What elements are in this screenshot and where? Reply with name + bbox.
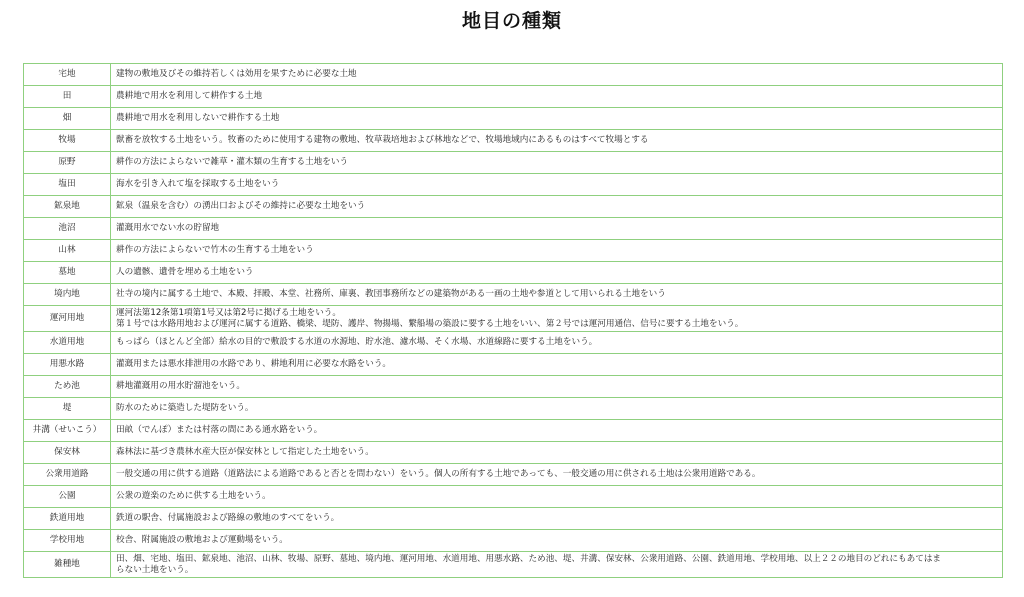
- land-category-description: [111, 552, 1003, 578]
- land-category-description: [111, 174, 1003, 196]
- table-row: [24, 486, 1003, 508]
- land-category-description: [111, 376, 1003, 398]
- land-category-name: 塩田: [24, 174, 111, 196]
- land-category-name: 田: [24, 86, 111, 108]
- table-row: [24, 508, 1003, 530]
- land-category-name: ため池: [24, 376, 111, 398]
- table-row: [24, 398, 1003, 420]
- table-body: [24, 64, 1003, 578]
- description-line: 防水のために築造した堤防をいう。: [116, 403, 254, 413]
- description-line: 第１号では水路用地および運河に属する道路、橋梁、堤防、護岸、物揚場、繋船場の築設に要する土地をいい、第２号では運河用通信、信号に要する土地をいう。: [116, 318, 744, 329]
- description-line: もっぱら（ほとんど全部）給水の目的で敷設する水道の水源地、貯水池、濾水場、そく水場、水道線路に要する土地をいう。: [116, 337, 598, 347]
- land-category-name: 原野: [24, 152, 111, 174]
- description-line: 農耕地で用水を利用して耕作する土地: [116, 91, 263, 101]
- land-category-name: 公衆用道路: [24, 464, 111, 486]
- table-row: [24, 262, 1003, 284]
- land-category-name: 畑: [24, 108, 111, 130]
- land-category-description: [111, 508, 1003, 530]
- description-line: 耕作の方法によらないで竹木の生育する土地をいう: [116, 245, 314, 255]
- description-line: 校舎、附属施設の敷地および運動場をいう。: [116, 535, 288, 545]
- land-category-name: 牧場: [24, 130, 111, 152]
- land-category-description: [111, 108, 1003, 130]
- description-line: 獣畜を放牧する土地をいう。牧畜のために使用する建物の敷地、牧草栽培地および林地などで、牧場地域内にあるものはすべて牧場とする: [116, 135, 649, 145]
- description-line: 海水を引き入れて塩を採取する土地をいう: [116, 179, 280, 189]
- land-category-name: 山林: [24, 240, 111, 262]
- land-category-name: 公園: [24, 486, 111, 508]
- table-row: [24, 332, 1003, 354]
- table-row: [24, 64, 1003, 86]
- land-category-name: 水道用地: [24, 332, 111, 354]
- land-category-description: [111, 332, 1003, 354]
- table-row: [24, 464, 1003, 486]
- land-category-name: 雑種地: [24, 552, 111, 578]
- description-line: 灌漑用水でない水の貯留地: [116, 223, 220, 233]
- table-row: [24, 420, 1003, 442]
- land-category-description: [111, 196, 1003, 218]
- table-row: [24, 86, 1003, 108]
- land-category-description: [111, 464, 1003, 486]
- land-category-name: 保安林: [24, 442, 111, 464]
- table-row: [24, 354, 1003, 376]
- description-line: 公衆の遊楽のために供する土地をいう。: [116, 491, 271, 501]
- table-row: [24, 376, 1003, 398]
- land-category-description: [111, 420, 1003, 442]
- land-category-description: [111, 130, 1003, 152]
- description-line: 鉱泉（温泉を含む）の湧出口およびその維持に必要な土地をいう: [116, 201, 366, 211]
- table-row: [24, 552, 1003, 578]
- land-category-description: [111, 284, 1003, 306]
- page-title: 地目の種類: [461, 10, 562, 32]
- land-category-description: [111, 530, 1003, 552]
- land-category-description: [111, 240, 1003, 262]
- land-category-name: 鉄道用地: [24, 508, 111, 530]
- description-line: らない土地をいう。: [116, 564, 194, 575]
- land-category-name: 池沼: [24, 218, 111, 240]
- land-category-description: [111, 218, 1003, 240]
- table-row: [24, 442, 1003, 464]
- description-line: 農耕地で用水を利用しないで耕作する土地: [116, 113, 280, 123]
- table-row: [24, 196, 1003, 218]
- land-category-name: 宅地: [24, 64, 111, 86]
- description-line: 人の遺骸、遺骨を埋める土地をいう: [116, 267, 254, 277]
- table-row: [24, 306, 1003, 332]
- land-category-description: [111, 398, 1003, 420]
- table-row: [24, 218, 1003, 240]
- table-row: [24, 174, 1003, 196]
- land-category-description: [111, 354, 1003, 376]
- description-line: 田畝（でんぽ）または村落の間にある通水路をいう。: [116, 425, 323, 435]
- land-category-description: [111, 306, 1003, 332]
- land-category-description: [111, 486, 1003, 508]
- description-line: 運河法第12条第1項第1号又は第2号に掲げる土地をいう。: [116, 307, 341, 318]
- table-row: [24, 108, 1003, 130]
- table-row: [24, 130, 1003, 152]
- description-line: 建物の敷地及びその維持若しくは効用を果すために必要な土地: [116, 69, 357, 79]
- land-category-name: 学校用地: [24, 530, 111, 552]
- description-line: 鉄道の駅舎、付属施設および路線の敷地のすべてをいう。: [116, 513, 340, 523]
- land-category-description: [111, 262, 1003, 284]
- land-category-name: 井溝（せいこう）: [24, 420, 111, 442]
- table-row: [24, 284, 1003, 306]
- table-row: [24, 240, 1003, 262]
- land-category-table: [23, 63, 1003, 578]
- description-line: 耕地灌漑用の用水貯溜池をいう。: [116, 381, 245, 391]
- land-category-name: 用悪水路: [24, 354, 111, 376]
- description-line: 田、畑、宅地、塩田、鉱泉地、池沼、山林、牧場、原野、墓地、境内地、運河用地、水道用地、用悪水路、ため池、堤、井溝、保安林、公衆用道路、公園、鉄道用地、学校用地、以上２２の地目のどれにもあてはま: [116, 553, 942, 564]
- land-category-name: 堤: [24, 398, 111, 420]
- land-category-name: 運河用地: [24, 306, 111, 332]
- land-category-name: 鉱泉地: [24, 196, 111, 218]
- description-line: 耕作の方法によらないで雑草・灌木類の生育する土地をいう: [116, 157, 349, 167]
- land-category-description: [111, 152, 1003, 174]
- land-category-name: 墓地: [24, 262, 111, 284]
- description-line: 一般交通の用に供する道路（道路法による道路であると否とを問わない）をいう。個人の所有する土地であっても、一般交通の用に供される土地は公衆用道路である。: [116, 469, 761, 479]
- description-line: 灌漑用または悪水排泄用の水路であり、耕地利用に必要な水路をいう。: [116, 359, 392, 369]
- description-line: 森林法に基づき農林水産大臣が保安林として指定した土地をいう。: [116, 447, 374, 457]
- description-line: 社寺の境内に属する土地で、本殿、拝殿、本堂、社務所、庫裏、教団事務所などの建築物がある一画の土地や参道として用いられる土地をいう: [116, 289, 666, 299]
- land-category-name: 境内地: [24, 284, 111, 306]
- table-row: [24, 152, 1003, 174]
- land-category-description: [111, 86, 1003, 108]
- land-category-description: [111, 442, 1003, 464]
- land-category-description: [111, 64, 1003, 86]
- table-row: [24, 530, 1003, 552]
